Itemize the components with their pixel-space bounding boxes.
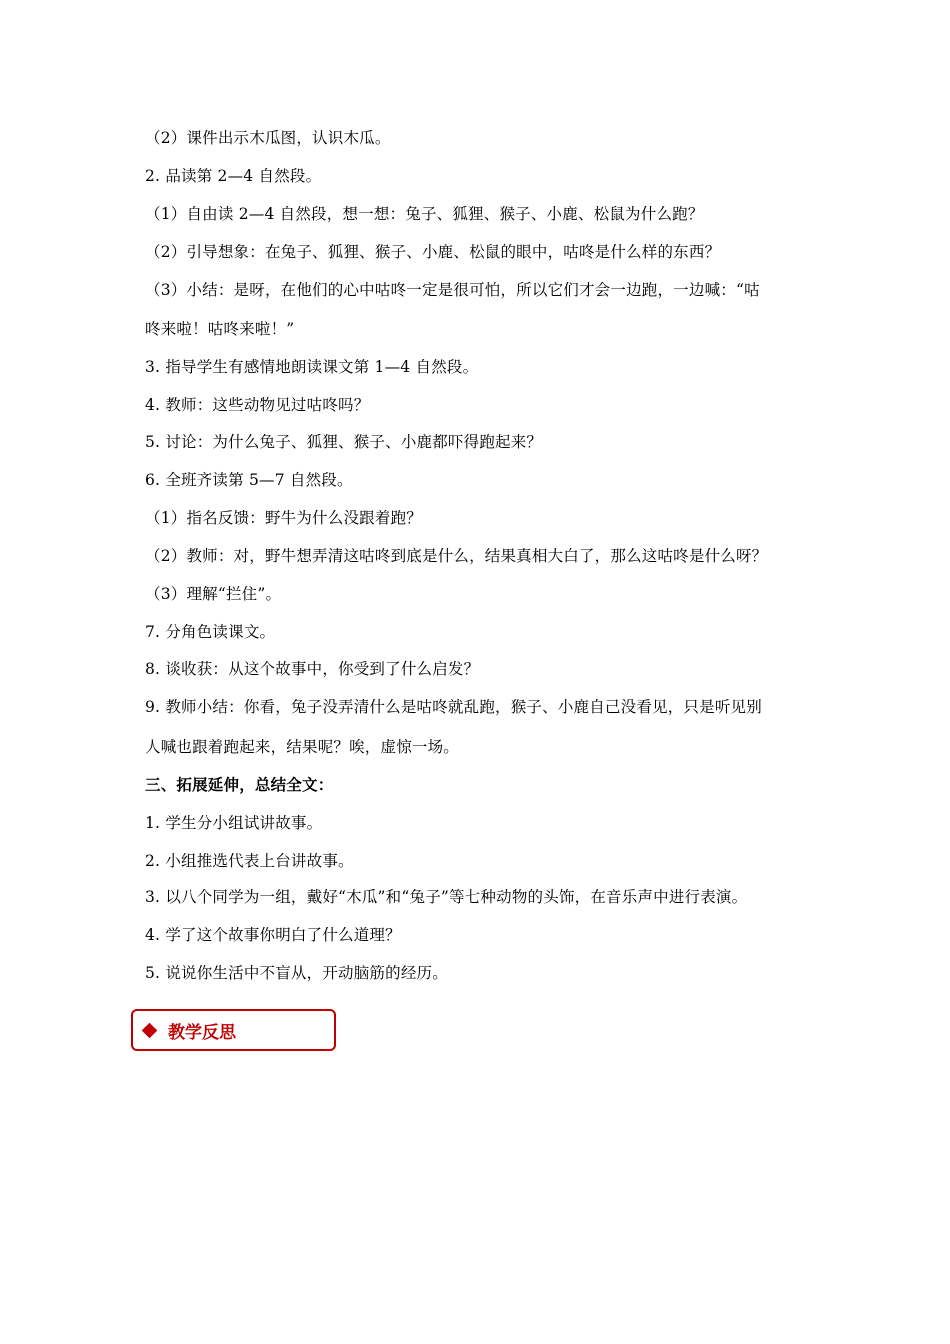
list-item: 4. 学了这个故事你明白了什么道理？ bbox=[145, 926, 401, 944]
reflection-title-box bbox=[131, 1009, 336, 1051]
text-line: 9. 教师小结：你看，兔子没弄清什么是咕咚就乱跑，猴子、小鹿自己没看见，只是听见别 bbox=[145, 698, 762, 716]
text-line: 2. 品读第 2—4 自然段。 bbox=[145, 167, 322, 185]
text-line: （3）小结：是呀，在他们的心中咕咚一定是很可怕，所以它们才会一边跑，一边喊：“咕 bbox=[145, 281, 760, 299]
text-line: （1）指名反馈：野牛为什么没跟着跑？ bbox=[145, 509, 422, 527]
text-line: （2）课件出示木瓜图，认识木瓜。 bbox=[145, 129, 391, 147]
text-line: 3. 指导学生有感情地朗读课文第 1—4 自然段。 bbox=[145, 358, 479, 376]
text-line: 4. 教师：这些动物见过咕咚吗？ bbox=[145, 396, 370, 414]
list-item: 2. 小组推选代表上台讲故事。 bbox=[145, 852, 354, 870]
reflection-title: 教学反思 bbox=[168, 1022, 236, 1043]
text-line: 6. 全班齐读第 5—7 自然段。 bbox=[145, 471, 353, 489]
text-line: 8. 谈收获：从这个故事中，你受到了什么启发？ bbox=[145, 660, 480, 678]
text-line: （2）引导想象：在兔子、狐狸、猴子、小鹿、松鼠的眼中，咕咚是什么样的东西？ bbox=[145, 243, 721, 261]
list-item: 5. 说说你生活中不盲从，开动脑筋的经历。 bbox=[145, 964, 448, 982]
list-item: 3. 以八个同学为一组，戴好“木瓜”和“兔子”等七种动物的头饰，在音乐声中进行表演。 bbox=[145, 888, 748, 906]
text-line: 5. 讨论：为什么兔子、狐狸、猴子、小鹿都吓得跑起来？ bbox=[145, 433, 543, 451]
section-heading: 三、拓展延伸，总结全文： bbox=[145, 776, 334, 794]
text-line: 7. 分角色读课文。 bbox=[145, 623, 276, 641]
text-line: （3）理解“拦住”。 bbox=[145, 585, 282, 603]
diamond-icon bbox=[142, 1022, 158, 1038]
text-line: （1）自由读 2—4 自然段，想一想：兔子、狐狸、猴子、小鹿、松鼠为什么跑？ bbox=[145, 205, 704, 223]
list-item: 1. 学生分小组试讲故事。 bbox=[145, 814, 323, 832]
text-line: 咚来啦！咕咚来啦！” bbox=[145, 320, 295, 338]
text-line: 人喊也跟着跑起来，结果呢？唉，虚惊一场。 bbox=[145, 738, 460, 756]
text-line: （2）教师：对，野牛想弄清这咕咚到底是什么，结果真相大白了，那么这咕咚是什么呀？ bbox=[145, 547, 768, 565]
